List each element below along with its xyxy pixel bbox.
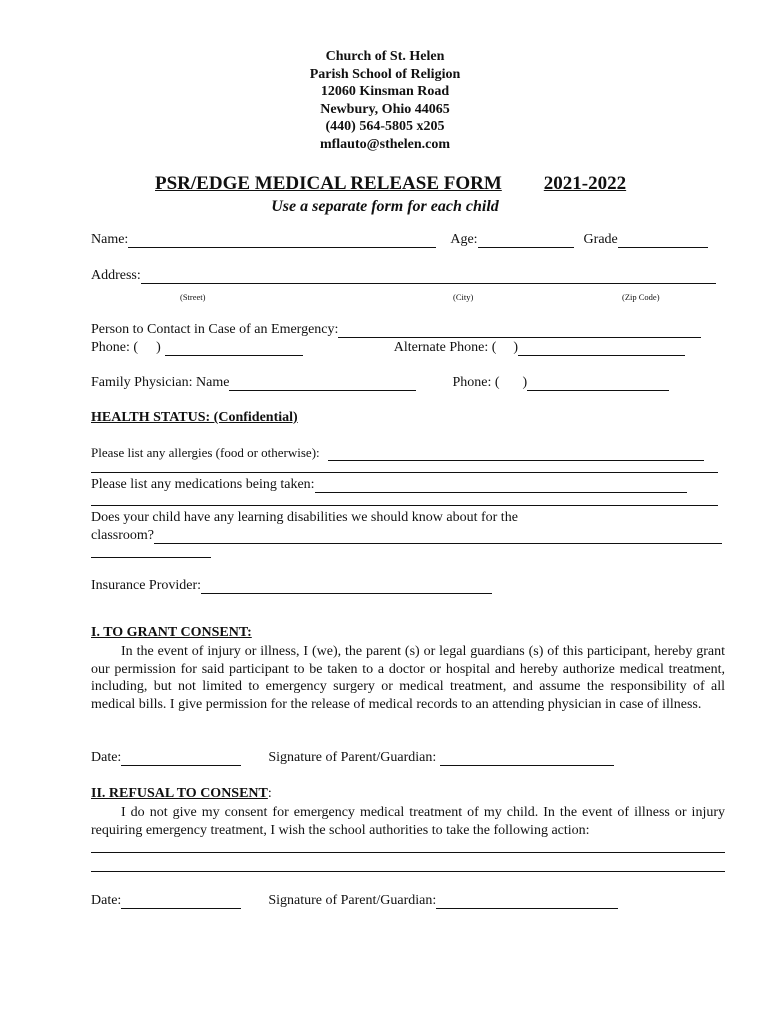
refusal-date-field[interactable] [121, 894, 241, 909]
phone-label: Phone: ( [91, 340, 139, 355]
grant-consent-heading: I. TO GRANT CONSENT: [91, 625, 252, 640]
phone-row [91, 340, 685, 356]
medications-row [91, 477, 687, 493]
emergency-contact-row [91, 322, 701, 338]
emergency-contact-field[interactable] [338, 323, 701, 338]
allergies-field[interactable] [328, 446, 704, 461]
health-status-heading: HEALTH STATUS: (Confidential) [91, 410, 298, 425]
refusal-action-line-2[interactable] [91, 871, 725, 872]
school-year: 2021-2022 [543, 173, 627, 194]
refusal-text [91, 804, 725, 839]
consent-signature-field[interactable] [440, 751, 614, 766]
insurance-row [91, 578, 492, 594]
address-row [91, 268, 716, 284]
street-caption: (Street) [180, 292, 206, 302]
disabilities-row-2 [91, 528, 722, 544]
alt-phone-field[interactable] [518, 341, 685, 356]
phone-number: (440) 564-5805 x205 [325, 119, 445, 134]
physician-name-field[interactable] [229, 376, 416, 391]
alt-phone-paren-close: ) [513, 340, 519, 355]
age-label: Age: [450, 232, 478, 247]
allergies-label: Please list any allergies (food or otherwise): [91, 445, 320, 460]
allergies-line-2[interactable] [91, 472, 718, 473]
age-field[interactable] [478, 233, 574, 248]
refusal-heading: II. REFUSAL TO CONSENT [91, 786, 268, 801]
address-label: Address: [91, 268, 141, 283]
alt-phone-label: Alternate Phone: ( [393, 340, 497, 355]
physician-phone-label: Phone: ( [452, 375, 500, 390]
form-title-text: PSR/EDGE MEDICAL RELEASE FORM [155, 173, 502, 194]
disabilities-label-2: classroom? [91, 528, 154, 543]
zip-caption: (Zip Code) [622, 292, 660, 302]
grade-label: Grade [583, 232, 618, 247]
insurance-label: Insurance Provider: [91, 578, 202, 593]
consent-date-field[interactable] [121, 751, 241, 766]
grade-field[interactable] [618, 233, 708, 248]
disabilities-row [91, 510, 518, 526]
name-label: Name: [91, 232, 129, 247]
city-caption: (City) [453, 292, 474, 302]
disabilities-field[interactable] [154, 529, 722, 544]
refusal-signature-row [91, 893, 618, 909]
disabilities-label: Does your child have any learning disabilities we should know about for the [91, 510, 518, 525]
medications-label: Please list any medications being taken: [91, 477, 315, 492]
physician-row [91, 375, 669, 391]
emergency-contact-label: Person to Contact in Case of an Emergency: [91, 322, 339, 337]
physician-phone-field[interactable] [527, 376, 669, 391]
insurance-field[interactable] [201, 579, 492, 594]
church-header [0, 48, 770, 153]
refusal-heading-colon: : [267, 786, 272, 801]
church-name: Church of St. Helen [325, 49, 445, 64]
refusal-date-label: Date: [91, 893, 122, 908]
physician-label: Family Physician: Name [91, 375, 230, 390]
consent-signature-row [91, 750, 614, 766]
name-field[interactable] [128, 233, 436, 248]
allergies-row [91, 445, 704, 461]
refusal-signature-field[interactable] [436, 894, 618, 909]
physician-phone-paren-close: ) [522, 375, 528, 390]
form-title [155, 173, 626, 195]
refusal-heading-row [91, 786, 272, 802]
address-field[interactable] [141, 269, 716, 284]
phone-paren-close: ) [156, 340, 161, 355]
medications-field[interactable] [315, 478, 687, 493]
form-subtitle: Use a separate form for each child [271, 198, 499, 215]
refusal-action-line-1[interactable] [91, 852, 725, 853]
grant-consent-paragraph: In the event of injury or illness, I (we), the parent (s) or legal guardians (s) of this participant, hereby grant our permission for said participant to be taken to a doctor or hospital and hereby authorize medical treatment, including, but not limited to emergency surgery or medical treatment, and assume the responsibility of all medical bills. I give permission for the release of medical records to an attending physician in case of illness. [91, 644, 725, 712]
refusal-paragraph: I do not give my consent for emergency medical treatment of my child. In the event of illness or injury requiring emergency treatment, I wish the school authorities to take the following action: [91, 805, 725, 838]
school-name: Parish School of Religion [309, 66, 461, 82]
consent-signature-label: Signature of Parent/Guardian: [268, 750, 437, 765]
refusal-signature-label: Signature of Parent/Guardian: [268, 893, 437, 908]
grant-consent-text [91, 643, 725, 713]
medications-line-2[interactable] [91, 505, 718, 506]
email-address: mflauto@sthelen.com [319, 136, 451, 152]
city-state-zip: Newbury, Ohio 44065 [320, 101, 450, 117]
street-address: 12060 Kinsman Road [320, 84, 450, 99]
disabilities-line-2[interactable] [91, 557, 211, 558]
consent-date-label: Date: [91, 750, 122, 765]
phone-field[interactable] [165, 341, 303, 356]
name-age-grade-row [91, 232, 708, 248]
